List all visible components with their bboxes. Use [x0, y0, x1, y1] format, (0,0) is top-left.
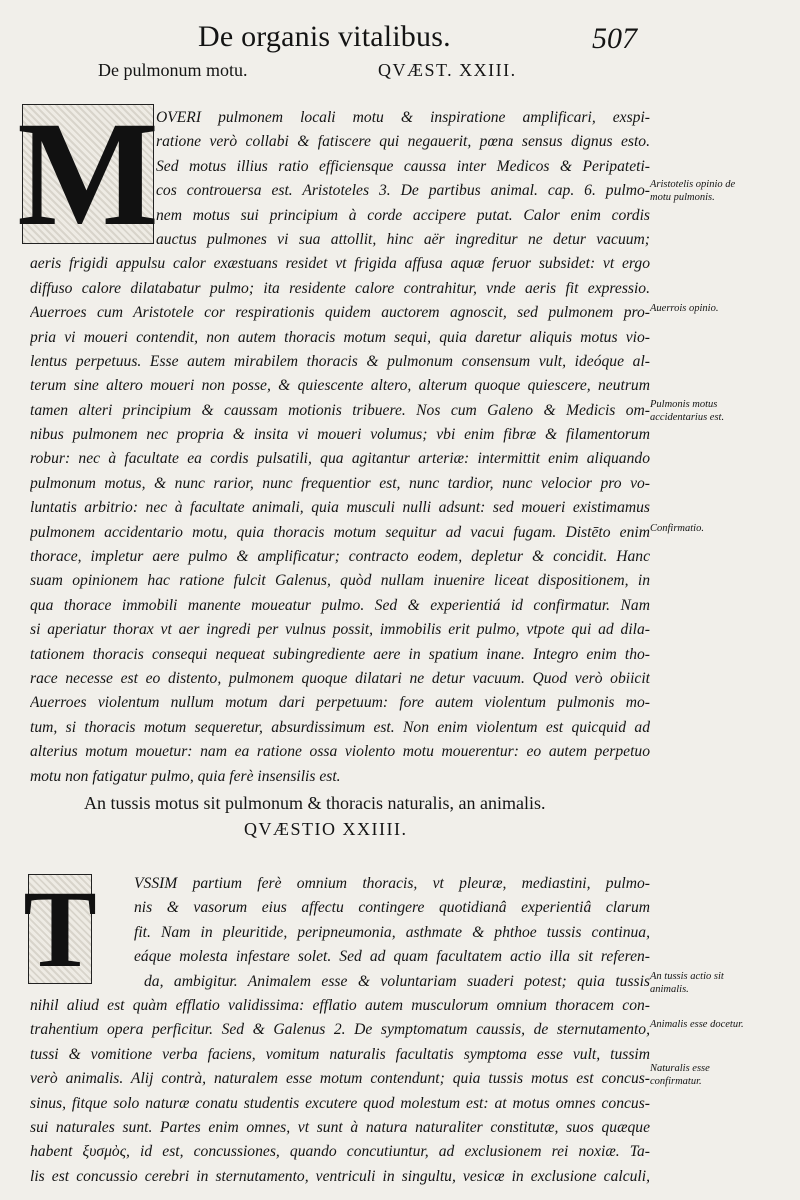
text-line: nibus pulmonem nec propria & insita vi moueri volumus; vbi enim fibræ & filamentorum [30, 426, 650, 444]
text-line: tamen alteri principium & caussam motionis tribuere. Nos cum Galeno & Medicis om- [30, 401, 650, 419]
text-line: terum sine altero moueri non posse, & quiescente altero, alterum quoque quiescere, neutrum [30, 377, 650, 395]
text-line: trahentium opera perficitur. Sed & Galenus 2. De symptomatum caussis, de sternutamento, [30, 1021, 650, 1039]
text-line: verò animalis. Alij contrà, naturalem esse motum contendunt; quia tussis motus est concus- [30, 1070, 650, 1088]
text-line: alterius motum mouetur: nam ea ratione ossa violento motu mouerentur: eo autem perpetuo [30, 743, 650, 761]
text-line: lentus perpetuus. Esse autem mirabilem thoracis & pulmonum consensum vult, ideóque al- [30, 352, 650, 370]
text-line: race necesse est eo distento, pulmonem quoque dilatari ne detur vacuum. Quod verò obiicit [30, 669, 650, 687]
marginal-note: Aristotelis opinio de motu pulmonis. [650, 179, 736, 203]
text-line: Auerroes cum Aristotele cor respirationis quidem auctorem agnoscit, sed pulmonem pro- [30, 304, 650, 322]
text-line: Sed motus illius ratio efficiensque caussa inter Medicos & Peripateti- [156, 157, 650, 175]
text-line: suam opinionem hac ratione fulcit Galenus, quòd nullam inuenire liceat dispositionem, in [30, 572, 650, 590]
initial-letter: T [23, 867, 97, 990]
text-line: qua thorace immobili manente moueatur pulmo. Sed & experientiá id confirmatur. Nam [30, 596, 650, 614]
marginal-note: Naturalis esse confirmatur. [650, 1063, 710, 1087]
text-line: fit. Nam in pleuritide, peripneumonia, asthmate & phthoe tussis continua, [134, 923, 650, 941]
text-line: eáque molesta infestare solet. Sed ad quam facultatem actio illa sit referen- [134, 948, 650, 966]
text-line: tum, si thoracis motum sequeretur, absurdissimum est. Non enim violentum est quicquid ad [30, 718, 650, 736]
text-line: thorace, impletur aere pulmo & amplificatur; contracto eodem, depletur & concidit. Hanc [30, 548, 650, 566]
initial-letter: M [17, 91, 159, 257]
page-number: 507 [592, 22, 637, 55]
text-line: sui naturales sunt. Partes enim omnes, vt sunt à natura naturaliter constitutæ, suos quæque [30, 1118, 650, 1136]
text-line: sinus, fitque solo naturæ conatu studentis excutere quod molestum est: at motus omnes concus- [30, 1094, 650, 1112]
question-number-2: QVÆSTIO XXIIII. [244, 819, 408, 839]
text-line: pulmonum motus, & nunc rarior, nunc frequentior est, nunc tardior, nunc velocior pro vo- [30, 474, 650, 492]
question-heading: An tussis motus sit pulmonum & thoracis naturalis, an animalis. [84, 793, 546, 813]
running-title: De organis vitalibus. [198, 20, 451, 53]
text-line: pria vi moueri contendit, non autem thoracis motum sequi, quia daretur aliquis motus vio- [30, 328, 650, 346]
text-line: auctus pulmones vi sua attollit, hinc aër ingreditur ne detur vacuum; [156, 230, 650, 248]
text-line: pulmonem accidentario motu, quia thoracis motum sequitur ad vacui fugam. Distēto enim [30, 523, 650, 541]
text-line: nem motus sui principium à corde accipere putat. Calor enim cordis [156, 206, 650, 224]
marginal-note: Pulmonis motus accidentarius est. [650, 399, 725, 423]
text-line: nihil aliud est quàm efflatio validissima: efflatio autem musculorum omnium thoracem con- [30, 996, 650, 1014]
marginal-note: Confirmatio. [650, 523, 704, 534]
text-line: si aperiatur thorax vt aer ingredi per vulnus possit, immobilis erit pulmo, vtpote qui ad dila- [30, 621, 650, 639]
text-line: ratione verò collabi & fatiscere qui negauerit, pœna sensus dignus esto. [156, 133, 650, 151]
text-line: da, ambigitur. Animalem esse & voluntariam suaderi potest; quia tussis [144, 972, 650, 990]
text-line: cos controuersa est. Aristoteles 3. De partibus animal. cap. 6. pulmo- [156, 182, 650, 200]
text-line: Auerroes violentum nullum motum dari perpetuum: fore autem violentum pulmonis mo- [30, 694, 650, 712]
section1-body [30, 106, 650, 789]
text-line: OVERI pulmonem locali motu & inspiratione amplificari, exspi- [156, 109, 650, 126]
text-line: motu non fatigatur pulmo, quia ferè insensilis est. [30, 767, 341, 785]
text-line: aeris frigidi appulsu calor exæstuans residet vt frigida affusa aquæ feruor subsidet: vt ergo [30, 255, 650, 273]
text-line: nis & vasorum eius affectu contingere quotidianâ experientiâ clarum [134, 899, 650, 917]
section-subtitle: De pulmonum motu. [98, 60, 248, 80]
marginal-note: An tussis actio sit animalis. [650, 971, 724, 995]
text-line: diffuso calore dilatabatur pulmo; ita residente calore contrahitur, vnde aeris fit expressio. [30, 279, 650, 297]
text-line: habent ξυσμὸς, id est, concussiones, quando concutiuntur, ad exclusionem rei noxiæ. Ta- [30, 1143, 650, 1161]
text-line: luntatis arbitrio: nec à facultate animali, quia musculi nulli adsunt: sed moueri existimamus [30, 499, 650, 517]
section2-body [23, 867, 650, 1189]
text-line: VSSIM partium ferè omnium thoracis, vt pleuræ, mediastini, pulmo- [134, 875, 650, 892]
question-number: QVÆST. XXIII. [378, 60, 517, 80]
marginal-note: Auerrois opinio. [650, 303, 719, 314]
text-line: lis est concussio cerebri in sternutamento, ventriculi in singultu, vesicæ in exclusione calculi, [30, 1167, 650, 1185]
marginal-note: Animalis esse docetur. [650, 1019, 744, 1030]
text-line: robur: nec à facultate ea cordis pulsatili, qua agitantur arteriæ: intermittit enim aliquando [30, 450, 650, 468]
text-line: tationem thoracis consequi nequeat subingrediente aere in spatium inane. Integro enim tho- [30, 645, 650, 663]
text-line: tussi & vomitione verba faciens, vomitum naturalis facultatis symptoma esse vult, tussim [30, 1045, 650, 1063]
